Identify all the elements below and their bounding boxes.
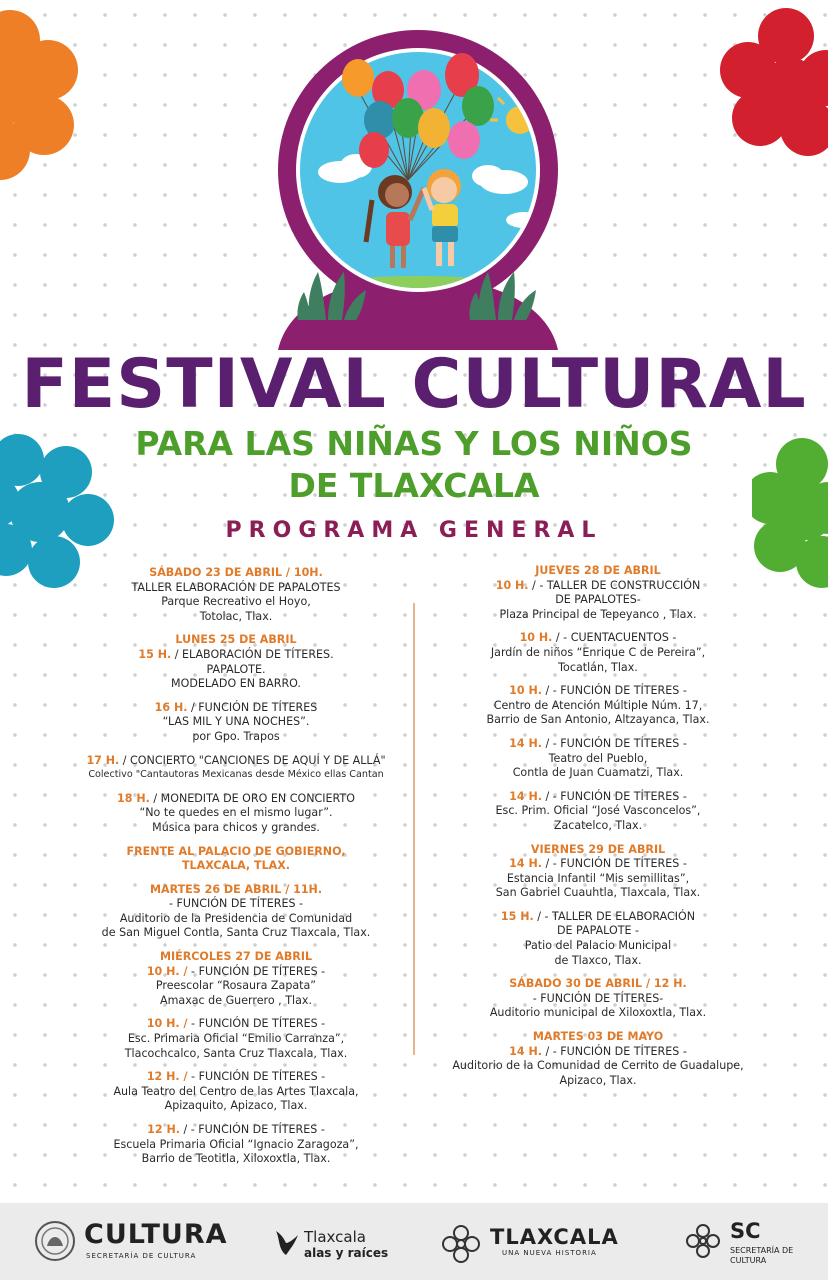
event-line [428, 579, 768, 594]
schedule-event [428, 737, 768, 781]
event-highlight: TLAXCALA, TLAX. [181, 859, 291, 873]
event-text: Barrio de Teotitla, Xiloxoxtla, Tlax. [141, 1152, 331, 1166]
event-highlight: JUEVES 28 DE ABRIL [535, 564, 661, 577]
event-line [428, 713, 768, 728]
event-text: Música para chicos y grandes. [152, 820, 320, 834]
event-highlight: LUNES 25 DE ABRIL [175, 633, 297, 647]
schedule-event [66, 566, 406, 624]
event-text: Auditorio municipal de Xiloxoxtla, Tlax. [489, 1006, 707, 1020]
event-line [66, 754, 406, 769]
cultura-logo-title: CULTURA [84, 1219, 228, 1250]
schedule-event [428, 843, 768, 901]
event-highlight: 14 H. [509, 789, 542, 803]
schedule-event [66, 845, 406, 874]
event-text: Tocatlán, Tlax. [558, 660, 638, 674]
event-line [66, 1017, 406, 1032]
dove-icon [272, 1227, 300, 1259]
tlaxcala-nueva-historia-title: TLAXCALA [490, 1225, 619, 1249]
event-text: Auditorio de la Presidencia de Comunidad [119, 911, 353, 925]
event-line [66, 912, 406, 927]
schedule-event [428, 910, 768, 968]
event-line [428, 608, 768, 623]
event-text: / - FUNCIÓN DE TÍTERES - [541, 736, 687, 750]
event-text: “No te quedes en el mismo lugar”. [139, 806, 333, 820]
festival-title: FESTIVAL CULTURAL [21, 345, 807, 424]
event-line [66, 1085, 406, 1100]
event-highlight: FRENTE AL PALACIO DE GOBIERNO, [126, 844, 346, 858]
column-divider [413, 603, 415, 1055]
event-text: / FUNCIÓN DE TÍTERES [187, 700, 318, 714]
event-highlight: MIÉRCOLES 27 DE ABRIL [159, 950, 313, 964]
event-line [428, 1030, 768, 1045]
event-highlight: 12 H. / [146, 1070, 188, 1084]
event-text: de San Miguel Contla, Santa Cruz Tlaxcala, Tlax. [101, 926, 371, 940]
event-highlight: 10 H. / [146, 964, 188, 978]
event-highlight: 15 H. [500, 909, 534, 923]
event-line [428, 924, 768, 939]
event-line [66, 897, 406, 912]
event-line [66, 581, 406, 596]
footer-logos-bar [0, 1203, 828, 1280]
flower-icon-red [716, 8, 828, 158]
event-highlight: 12 H. [147, 1123, 180, 1136]
subtitle-line-1: PARA LAS NIÑAS Y LOS NIÑOS [135, 424, 693, 463]
event-text: - FUNCIÓN DE TÍTERES - [187, 1017, 326, 1031]
event-text: / - FUNCIÓN DE TÍTERES - [179, 1123, 325, 1136]
schedule-event [66, 754, 406, 783]
event-text: / ELABORACIÓN DE TÍTERES. [171, 647, 334, 661]
event-line [66, 1099, 406, 1114]
event-text: / - TALLER DE CONSTRUCCIÓN [528, 578, 701, 592]
event-line [428, 1006, 768, 1021]
event-line [428, 699, 768, 714]
schedule-event [66, 883, 406, 941]
event-line [66, 768, 406, 783]
event-highlight: 10 H. [509, 684, 542, 698]
event-line [66, 701, 406, 716]
tlaxcala-alas-logo-line2: alas y raíces [304, 1246, 389, 1260]
event-line [428, 954, 768, 969]
event-text: Aula Teatro del Centro de las Artes Tlaxcala, [113, 1084, 359, 1098]
event-text: Auditorio de la Comunidad de Cerrito de Guadalupe, [452, 1059, 744, 1073]
event-highlight: 14 H. [509, 1044, 542, 1058]
tlaxcala-nueva-historia-subtitle: UNA NUEVA HISTORIA [502, 1249, 597, 1257]
event-line [66, 1070, 406, 1085]
event-text: Teatro del Pueblo, [548, 751, 648, 765]
schedule-event [66, 950, 406, 1008]
event-text: / - FUNCIÓN DE TÍTERES - [541, 1044, 687, 1058]
schedule-event [66, 792, 406, 836]
event-text: PAPALOTE. [206, 662, 266, 676]
event-text: Zacatelco, Tlax. [553, 818, 643, 832]
tlaxcala-flower-icon [440, 1223, 482, 1265]
event-text: Estancia Infantil “Mis semillitas”, [506, 871, 690, 885]
event-line [66, 610, 406, 625]
sc-flower-icon [684, 1222, 722, 1260]
sc-logo-subtitle-2: CULTURA [730, 1256, 767, 1265]
event-text: Preescolar “Rosaura Zapata” [155, 979, 317, 993]
event-text: Amaxac de Guerrero , Tlax. [160, 993, 312, 1007]
event-text: / - FUNCIÓN DE TÍTERES - [541, 684, 687, 698]
event-text: Colectivo "Cantautoras Mexicanas desde México ellas Cantan [88, 769, 384, 781]
event-highlight: 10 H. / [146, 1017, 188, 1031]
event-highlight: 14 H. [509, 857, 542, 871]
event-highlight: MARTES 03 DE MAYO [532, 1030, 664, 1044]
event-text: Patio del Palacio Municipal [524, 939, 672, 953]
event-text: Jardín de niños “Enrique C de Pereira”, [490, 645, 706, 659]
event-text: Escuela Primaria Oficial “Ignacio Zaragoza”, [113, 1137, 359, 1151]
event-line [66, 845, 406, 860]
event-line [428, 886, 768, 901]
event-line [66, 1123, 406, 1138]
event-line [66, 1152, 406, 1167]
event-line [428, 593, 768, 608]
event-text: Esc. Primaria Oficial “Emilio Carranza”, [127, 1032, 345, 1046]
event-line [66, 677, 406, 692]
event-line [66, 595, 406, 610]
event-line [428, 843, 768, 858]
event-line [428, 646, 768, 661]
event-text: DE PAPALOTE - [556, 924, 640, 938]
sc-logo-subtitle-1: SECRETARÍA DE [730, 1246, 794, 1255]
event-line [428, 910, 768, 925]
event-text: DE PAPALOTES- [555, 593, 641, 607]
event-text: Totolac, Tlax. [199, 609, 273, 623]
event-line [66, 821, 406, 836]
event-line [428, 661, 768, 676]
event-line [66, 792, 406, 807]
event-text: - FUNCIÓN DE TÍTERES - [187, 964, 326, 978]
subtitle-line-2: DE TLAXCALA [288, 466, 540, 505]
schedule-event [428, 631, 768, 675]
event-line [66, 994, 406, 1009]
event-line [66, 979, 406, 994]
event-text: MODELADO EN BARRO. [171, 677, 301, 691]
event-line [66, 883, 406, 898]
schedule-right-column [428, 564, 768, 1097]
event-line [428, 684, 768, 699]
event-line [66, 633, 406, 648]
event-line [66, 566, 406, 581]
event-line [66, 663, 406, 678]
event-text: / CONCIERTO "CANCIONES DE AQUÍ Y DE ALLÁ" [119, 753, 386, 767]
event-text: San Gabriel Cuauhtla, Tlaxcala, Tlax. [495, 886, 701, 900]
event-text: Apizaquito, Apizaco, Tlax. [164, 1099, 308, 1113]
schedule-event [66, 1123, 406, 1167]
event-line [66, 926, 406, 941]
event-highlight: 14 H. [509, 736, 542, 750]
event-text: “LAS MIL Y UNA NOCHES”. [162, 715, 310, 729]
event-text: / MONEDITA DE ORO EN CONCIERTO [149, 791, 355, 805]
schedule-event [428, 1030, 768, 1088]
schedule-event [428, 564, 768, 622]
event-line [428, 790, 768, 805]
event-line [66, 1047, 406, 1062]
event-line [428, 857, 768, 872]
event-highlight: 15 H. [138, 647, 172, 661]
event-highlight: 17 H. [86, 753, 120, 767]
event-text: / - FUNCIÓN DE TÍTERES - [541, 789, 687, 803]
event-text: Apizaco, Tlax. [559, 1073, 637, 1087]
event-text: / - TALLER DE ELABORACIÓN [533, 909, 696, 923]
event-text: / - CUENTACUENTOS - [552, 631, 677, 645]
sc-logo-title: SC [730, 1219, 761, 1243]
event-line [428, 1059, 768, 1074]
event-line [428, 819, 768, 834]
event-line [428, 1045, 768, 1060]
event-text: Contla de Juan Cuamatzi, Tlax. [512, 766, 684, 780]
event-text: - FUNCIÓN DE TÍTERES- [532, 991, 664, 1005]
event-line [428, 872, 768, 887]
event-text: Esc. Prim. Oficial “José Vasconcelos”, [495, 804, 701, 818]
event-highlight: 16 H. [154, 700, 188, 714]
cultura-logo-subtitle: SECRETARÍA DE CULTURA [86, 1252, 197, 1260]
event-highlight: SÁBADO 30 DE ABRIL / 12 H. [509, 977, 687, 991]
event-line [428, 804, 768, 819]
hero-illustration [248, 20, 588, 350]
event-line [66, 950, 406, 965]
event-line [428, 992, 768, 1007]
event-line [428, 564, 768, 579]
schedule-event [428, 977, 768, 1021]
event-line [66, 715, 406, 730]
event-line [428, 977, 768, 992]
schedule-event [66, 1070, 406, 1114]
event-text: Barrio de San Antonio, Altzayanca, Tlax. [486, 713, 710, 727]
event-line [66, 1138, 406, 1153]
event-line [66, 1032, 406, 1047]
event-line [66, 806, 406, 821]
event-line [428, 631, 768, 646]
event-text: Tlacochcalco, Santa Cruz Tlaxcala, Tlax. [124, 1046, 348, 1060]
event-text: / - FUNCIÓN DE TÍTERES - [541, 857, 687, 871]
event-text: - FUNCIÓN DE TÍTERES - [187, 1070, 326, 1084]
event-text: - FUNCIÓN DE TÍTERES - [168, 897, 304, 911]
event-line [66, 648, 406, 663]
event-line [428, 766, 768, 781]
event-line [66, 730, 406, 745]
schedule-event [66, 1017, 406, 1061]
schedule-event [428, 790, 768, 834]
event-text: Plaza Principal de Tepeyanco , Tlax. [499, 607, 697, 621]
event-text: Centro de Atención Múltiple Núm. 17, [493, 698, 703, 712]
event-line [428, 1074, 768, 1089]
tlaxcala-alas-logo-line1: Tlaxcala [304, 1228, 366, 1246]
event-text: Parque Recreativo el Hoyo, [161, 595, 311, 609]
event-line [428, 939, 768, 954]
coat-of-arms-icon [34, 1220, 76, 1262]
event-line [428, 752, 768, 767]
event-text: de Tlaxco, Tlax. [554, 953, 642, 967]
event-highlight: 10 H. [495, 578, 529, 592]
schedule-event [428, 684, 768, 728]
schedule-left-column [66, 566, 406, 1176]
event-line [66, 965, 406, 980]
event-text: TALLER ELABORACIÓN DE PAPALOTES [131, 580, 341, 594]
event-highlight: 10 H. [519, 631, 553, 645]
schedule-event [66, 633, 406, 691]
event-highlight: SÁBADO 23 DE ABRIL / 10H. [149, 566, 323, 579]
event-highlight: VIERNES 29 DE ABRIL [530, 842, 666, 856]
event-line [428, 737, 768, 752]
flower-icon-orange [0, 10, 82, 180]
event-highlight: MARTES 26 DE ABRIL / 11H. [149, 882, 323, 896]
event-line [66, 859, 406, 874]
event-text: por Gpo. Trapos [192, 729, 280, 743]
schedule-event [66, 701, 406, 745]
event-highlight: 18 H. [117, 791, 150, 805]
programa-general-heading: PROGRAMA GENERAL [225, 518, 603, 543]
